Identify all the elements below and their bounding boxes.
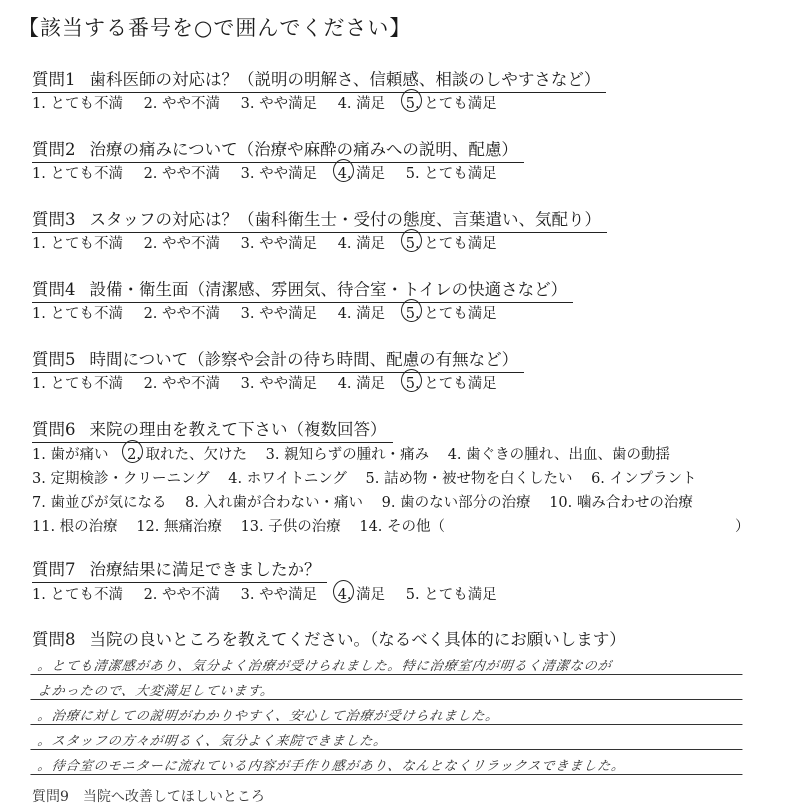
q2-option-3[interactable]: 3. やや満足 xyxy=(240,166,318,182)
question-8-text: 当院の良いところを教えてください。（なるべく具体的にお願いします） xyxy=(89,630,626,649)
question-3-number: 質問3 xyxy=(32,210,76,229)
q7-option-2[interactable]: 2. やや不満 xyxy=(143,587,221,603)
q6-reason-13[interactable]: 13. 子供の治療 xyxy=(240,519,341,535)
question-8-heading xyxy=(32,626,632,652)
q6-reason-8[interactable]: 8. 入れ歯が合わない・痛い xyxy=(185,495,364,511)
answer-line-5[interactable] xyxy=(30,752,745,775)
handwritten-answer: よかったので、大変満足しています。 xyxy=(36,684,276,699)
answer-line-4[interactable] xyxy=(30,727,745,750)
question-6-text: 来院の理由を教えて下さい（複数回答） xyxy=(89,420,387,439)
q6-reason-11[interactable]: 11. 根の治療 xyxy=(32,519,118,535)
question-6-heading xyxy=(32,416,393,443)
question-4-number: 質問4 xyxy=(32,280,76,299)
q3-option-3[interactable]: 3. やや満足 xyxy=(240,236,318,252)
q1-option-3[interactable]: 3. やや満足 xyxy=(240,96,318,112)
q7-option-4[interactable]: 4. 満足 xyxy=(338,583,385,604)
handwritten-answer: 。スタッフの方々が明るく、気分よく来院できました。 xyxy=(36,734,389,749)
question-1-heading xyxy=(32,66,606,93)
q1-option-5[interactable]: 5. とても満足 xyxy=(406,92,497,113)
q6-reason-12[interactable]: 12. 無痛治療 xyxy=(136,519,222,535)
selection-circle xyxy=(401,229,422,252)
handwritten-answer: 。待合室のモニターに流れている内容が手作り感があり、なんとなくリラックスできました。 xyxy=(36,759,627,774)
q5-option-1[interactable]: 1. とても不満 xyxy=(32,376,123,392)
question-4-text: 設備・衛生面（清潔感、雰囲気、待合室・トイレの快適さなど） xyxy=(89,280,568,299)
question-6-number: 質問6 xyxy=(32,420,76,439)
question-7-options xyxy=(32,583,513,604)
q6-reason-2[interactable]: 2. 取れた、欠けた xyxy=(127,443,247,464)
q5-option-2[interactable]: 2. やや不満 xyxy=(143,376,221,392)
question-2-text: 治療の痛みについて（治療や麻酔の痛みへの説明、配慮） xyxy=(89,140,518,159)
question-7-text: 治療結果に満足できましたか？ xyxy=(89,560,321,579)
answer-line-3[interactable] xyxy=(30,702,745,725)
q4-option-1[interactable]: 1. とても不満 xyxy=(32,306,123,322)
question-1-options xyxy=(32,92,513,113)
q4-option-3[interactable]: 3. やや満足 xyxy=(240,306,318,322)
question-4-heading xyxy=(32,276,573,303)
q6-reason-row2-b[interactable]: 4. ホワイトニング xyxy=(228,471,347,487)
q4-option-4[interactable]: 4. 満足 xyxy=(337,306,386,322)
q6-reason-3[interactable]: 3. 親知らずの腫れ・痛み xyxy=(265,447,430,463)
q1-option-2[interactable]: 2. やや不満 xyxy=(143,96,221,112)
other-close-paren: ） xyxy=(735,519,750,535)
q4-option-5[interactable]: 5. とても満足 xyxy=(406,302,497,323)
question-3-text: スタッフの対応は？（歯科衛生士・受付の態度、言葉遣い、気配り） xyxy=(89,210,601,229)
q1-option-4[interactable]: 4. 満足 xyxy=(337,96,386,112)
q2-option-5[interactable]: 5. とても満足 xyxy=(405,166,497,182)
question-3-heading xyxy=(32,206,607,233)
selection-circle xyxy=(333,580,354,603)
selection-circle xyxy=(401,299,422,322)
q4-option-2[interactable]: 2. やや不満 xyxy=(143,306,221,322)
question-8-number: 質問8 xyxy=(32,630,76,649)
page-title: 【該当する番号を○で囲んでください】 xyxy=(18,16,412,40)
q6-reason-10[interactable]: 10. 噛み合わせの治療 xyxy=(549,495,693,511)
q6-reason-row2-c[interactable]: 5. 詰め物・被せ物を白くしたい xyxy=(365,471,573,487)
q5-option-4[interactable]: 4. 満足 xyxy=(337,376,386,392)
q6-reason-14[interactable]: 14. その他（ xyxy=(359,519,446,535)
answer-line-1[interactable] xyxy=(30,652,745,675)
answer-line-2[interactable] xyxy=(30,677,745,700)
q1-option-1[interactable]: 1. とても不満 xyxy=(32,96,123,112)
handwritten-answer: 。とても清潔感があり、気分よく治療が受けられました。特に治療室内が明るく清潔なのが xyxy=(36,659,613,674)
question-5-text: 時間について（診察や会計の待ち時間、配慮の有無など） xyxy=(89,350,519,369)
question-1-number: 質問1 xyxy=(32,70,76,89)
q2-option-1[interactable]: 1. とても不満 xyxy=(32,166,123,182)
q5-option-3[interactable]: 3. やや満足 xyxy=(240,376,318,392)
q2-option-4[interactable]: 4. 満足 xyxy=(338,162,385,183)
question-2-options xyxy=(32,162,513,183)
question-5-options xyxy=(32,372,513,393)
question-7-heading xyxy=(32,556,327,583)
question-5-heading xyxy=(32,346,524,373)
q6-reason-7[interactable]: 7. 歯並びが気になる xyxy=(32,495,167,511)
question-1-text: 歯科医師の対応は？（説明の明解さ、信頼感、相談のしやすさなど） xyxy=(89,70,601,89)
q7-option-3[interactable]: 3. やや満足 xyxy=(240,587,318,603)
q6-reason-4[interactable]: 4. 歯ぐきの腫れ、出血、歯の動揺 xyxy=(447,447,670,463)
q2-option-2[interactable]: 2. やや不満 xyxy=(143,166,221,182)
q7-option-1[interactable]: 1. とても不満 xyxy=(32,587,123,603)
selection-circle xyxy=(333,159,354,182)
selection-circle xyxy=(401,369,422,392)
q3-option-4[interactable]: 4. 満足 xyxy=(337,236,386,252)
question-2-number: 質問2 xyxy=(32,140,76,159)
q6-reason-row2-a[interactable]: 3. 定期検診・クリーニング xyxy=(32,471,210,487)
question-7-number: 質問7 xyxy=(32,560,76,579)
q3-option-1[interactable]: 1. とても不満 xyxy=(32,236,123,252)
selection-circle xyxy=(401,89,422,112)
question-9-heading-cut: 質問9 当院へ改善してほしいところ xyxy=(32,789,265,805)
q6-reason-1[interactable]: 1. 歯が痛い xyxy=(32,447,109,463)
selection-circle xyxy=(122,440,143,463)
question-3-options xyxy=(32,232,513,253)
question-4-options xyxy=(32,302,513,323)
q3-option-5[interactable]: 5. とても満足 xyxy=(406,232,497,253)
q7-option-5[interactable]: 5. とても満足 xyxy=(405,587,497,603)
q6-reason-row2-d[interactable]: 6. インプラント xyxy=(591,471,697,487)
q3-option-2[interactable]: 2. やや不満 xyxy=(143,236,221,252)
question-2-heading xyxy=(32,136,524,163)
q6-reason-9[interactable]: 9. 歯のない部分の治療 xyxy=(381,495,531,511)
handwritten-answer: 。治療に対しての説明がわかりやすく、安心して治療が受けられました。 xyxy=(36,709,501,724)
q5-option-5[interactable]: 5. とても満足 xyxy=(406,372,497,393)
question-5-number: 質問5 xyxy=(32,350,76,369)
